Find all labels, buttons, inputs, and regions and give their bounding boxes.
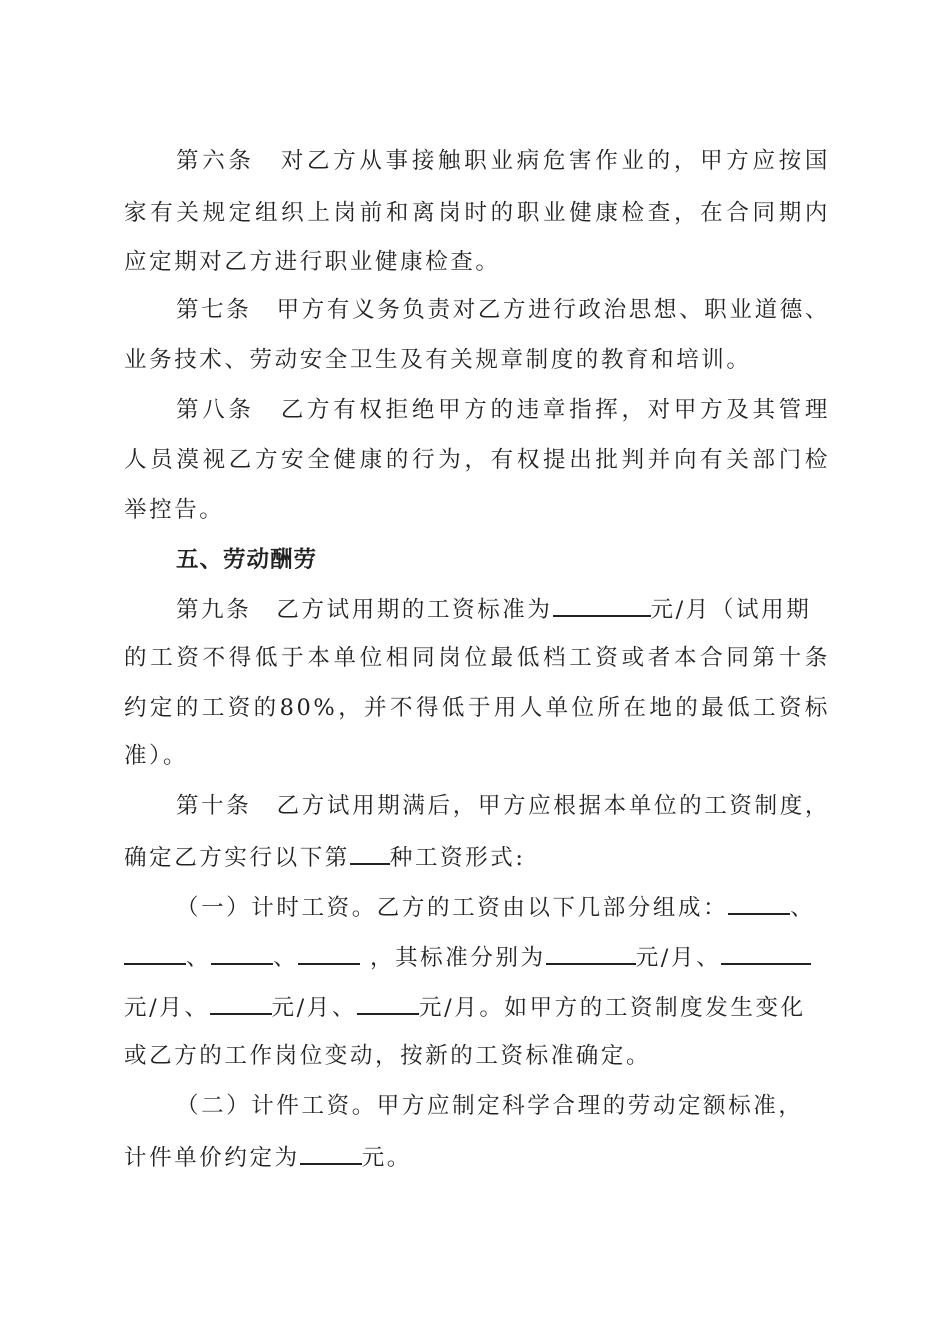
wage-form-blank[interactable]: [350, 841, 390, 865]
item-2-line-1: （二）计件工资。甲方应制定科学合理的劳动定额标准，: [176, 1093, 804, 1119]
wage-standard-2-blank[interactable]: [721, 941, 811, 965]
article-8-line-1: 第八条 乙方有权拒绝甲方的违章指挥，对甲方及其管理: [176, 397, 830, 423]
article-9-line-2: 的工资不得低于本单位相同岗位最低档工资或者本合同第十条: [124, 645, 830, 671]
article-10-line-2: 确定乙方实行以下第 种工资形式:: [124, 841, 830, 873]
article-9-line-3: 约定的工资的80%，并不得低于用人单位所在地的最低工资标: [124, 695, 830, 721]
article-9-text-a: 第九条 乙方试用期的工资标准为: [176, 597, 553, 623]
article-7-line-2: 业务技术、劳动安全卫生及有关规章制度的教育和培训。: [124, 347, 752, 373]
section-5-title: 五、劳动酬劳: [176, 547, 318, 573]
item-1-line-4: 或乙方的工作岗位变动，按新的工资标准确定。: [124, 1043, 652, 1069]
article-9-text-b: 元/月（试用期: [650, 597, 812, 623]
article-6-line-3: 应定期对乙方进行职业健康检查。: [124, 249, 501, 275]
article-7-line-1: 第七条 甲方有义务负责对乙方进行政治思想、职业道德、: [176, 297, 830, 323]
wage-standard-3-blank[interactable]: [210, 991, 272, 1015]
wage-part-3-blank[interactable]: [211, 941, 273, 965]
item-1-line-3: 元/月、 元/月、 元/月。如甲方的工资制度发生变化: [124, 991, 830, 1023]
trial-wage-blank[interactable]: [553, 593, 651, 617]
wage-part-2-blank[interactable]: [124, 941, 186, 965]
wage-part-4-blank[interactable]: [298, 941, 360, 965]
wage-standard-4-blank[interactable]: [357, 991, 419, 1015]
article-6-line-1: 第六条 对乙方从事接触职业病危害作业的，甲方应按国: [176, 148, 830, 174]
article-8-line-3: 举控告。: [124, 497, 225, 523]
item-2-line-2: 计件单价约定为 元。: [124, 1141, 830, 1173]
article-6-line-2: 家有关规定组织上岗前和离岗时的职业健康检查，在合同期内: [124, 200, 830, 226]
wage-part-1-blank[interactable]: [728, 891, 790, 915]
article-9-line-4: 准）。: [124, 743, 189, 769]
article-9-line-1: [176, 593, 830, 625]
wage-standard-1-blank[interactable]: [546, 941, 636, 965]
item-1-line-2: 、 、 ，其标准分别为 元/月、: [124, 941, 830, 973]
article-8-line-2: 人员漠视乙方安全健康的行为，有权提出批判并向有关部门检: [124, 447, 830, 473]
article-10-line-1: 第十条 乙方试用期满后，甲方应根据本单位的工资制度，: [176, 793, 830, 819]
item-1-line-1: （一）计时工资。乙方的工资由以下几部分组成： 、: [176, 891, 830, 923]
piece-rate-blank[interactable]: [300, 1141, 362, 1165]
